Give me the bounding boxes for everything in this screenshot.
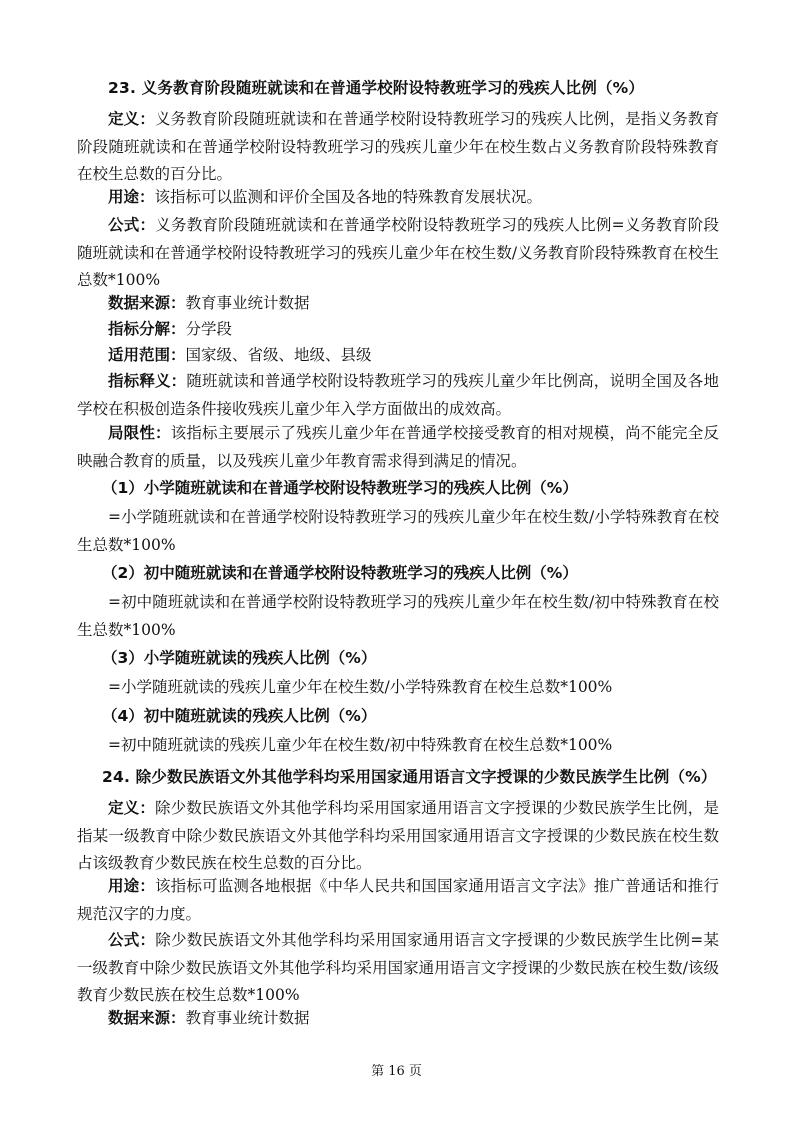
sub2-formula: =初中随班就读和在普通学校附设特教班学习的残疾儿童少年在校生数/初中特殊教育在校生总数*100% xyxy=(77,593,719,639)
sub4-heading: （4）初中随班就读的残疾人比例（%） xyxy=(102,707,377,725)
usage-text: 该指标可以监测和评价全国及各地的特殊教育发展状况。 xyxy=(154,188,543,206)
breakdown-term: 指标分解： xyxy=(108,320,186,338)
limitation-term: 局限性： xyxy=(108,424,171,442)
sub1-formula: =小学随班就读和在普通学校附设特教班学习的残疾儿童少年在校生数/小学特殊教育在校生总数*100% xyxy=(77,508,719,554)
source-term: 数据来源： xyxy=(108,1009,186,1027)
sub2-heading: （2）初中随班就读和在普通学校附设特教班学习的残疾人比例（%） xyxy=(102,564,578,582)
sub3-heading: （3）小学随班就读的残疾人比例（%） xyxy=(102,649,377,667)
section-23-scope xyxy=(77,342,719,370)
definition-text: 义务教育阶段随班就读和在普通学校附设特教班学习的残疾人比例，是指义务教育阶段随班就读和在普通学校附设特教班学习的残疾儿童少年在校生数占义务教育阶段特殊教育在校生总数的百分比。 xyxy=(77,110,719,183)
section-24-formula xyxy=(77,927,719,1010)
source-term: 数据来源： xyxy=(108,294,186,312)
section-23-usage xyxy=(77,184,719,212)
section-24-definition xyxy=(77,795,719,878)
sub1-heading: （1）小学随班就读和在普通学校附设特教班学习的残疾人比例（%） xyxy=(102,479,578,497)
page-number: 第 16 页 xyxy=(371,1064,422,1079)
source-text: 教育事业统计数据 xyxy=(185,1009,310,1027)
definition-term: 定义： xyxy=(108,799,156,817)
breakdown-text: 分学段 xyxy=(185,320,233,338)
usage-text: 该指标可监测各地根据《中华人民共和国国家通用语言文字法》推广普通话和推行规范汉字的力度。 xyxy=(77,877,719,923)
section-23-formula xyxy=(77,212,719,295)
usage-term: 用途： xyxy=(108,877,156,895)
section-24-usage xyxy=(77,873,719,928)
section-23-limitation xyxy=(77,420,719,475)
sub4-formula: =初中随班就读的残疾儿童少年在校生数/初中特殊教育在校生总数*100% xyxy=(108,736,613,754)
formula-term: 公式： xyxy=(108,931,156,949)
formula-text: 除少数民族语文外其他学科均采用国家通用语言文字授课的少数民族学生比例=某一级教育中除少数民族语文外其他学科均采用国家通用语言文字授课的少数民族在校生数/该级教育少数民族在校生总数*100% xyxy=(77,931,719,1004)
definition-term: 定义： xyxy=(108,110,156,128)
source-text: 教育事业统计数据 xyxy=(185,294,310,312)
interpretation-term: 指标释义： xyxy=(108,372,187,390)
limitation-text: 该指标主要展示了残疾儿童少年在普通学校接受教育的相对规模，尚不能完全反映融合教育的质量，以及残疾儿童少年教育需求得到满足的情况。 xyxy=(77,424,719,470)
section-23-definition xyxy=(77,106,719,189)
formula-term: 公式： xyxy=(108,216,156,234)
definition-text: 除少数民族语文外其他学科均采用国家通用语言文字授课的少数民族学生比例，是指某一级教育中除少数民族语文外其他学科均采用国家通用语言文字授课的少数民族在校生数占该级教育少数民族在校生总数的百分比。 xyxy=(77,799,719,872)
section-23-interpretation xyxy=(77,368,719,423)
section-24-heading: 24. 除少数民族语文外其他学科均采用国家通用语言文字授课的少数民族学生比例（%） xyxy=(102,768,717,786)
section-24-source xyxy=(77,1005,719,1033)
interpretation-text: 随班就读和普通学校附设特教班学习的残疾儿童少年比例高，说明全国及各地学校在积极创造条件接收残疾儿童少年入学方面做出的成效高。 xyxy=(77,372,719,418)
sub3-formula: =小学随班就读的残疾儿童少年在校生数/小学特殊教育在校生总数*100% xyxy=(108,678,613,696)
usage-term: 用途： xyxy=(108,188,155,206)
section-23-heading: 23. 义务教育阶段随班就读和在普通学校附设特教班学习的残疾人比例（%） xyxy=(108,79,645,97)
formula-text: 义务教育阶段随班就读和在普通学校附设特教班学习的残疾人比例=义务教育阶段随班就读和在普通学校附设特教班学习的残疾儿童少年在校生数/义务教育阶段特殊教育在校生总数*100% xyxy=(77,216,719,289)
section-23-breakdown xyxy=(77,316,719,344)
scope-term: 适用范围： xyxy=(108,346,186,364)
scope-text: 国家级、省级、地级、县级 xyxy=(185,346,372,364)
section-23-source xyxy=(77,290,719,318)
